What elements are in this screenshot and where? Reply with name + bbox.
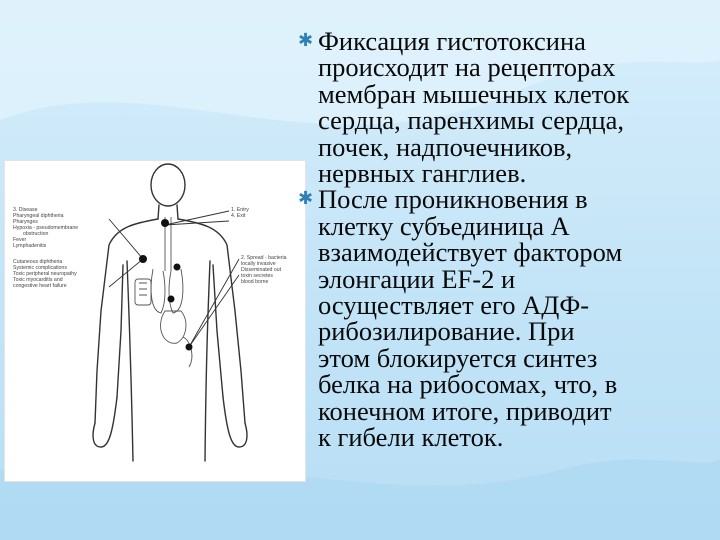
bullet-item (296, 184, 706, 453)
figure-label: obstruction (23, 231, 49, 237)
figure-label: Toxic myocarditis and (13, 277, 63, 283)
figure-label: 2. Spread - bacteria (241, 255, 287, 261)
bullet-line: осуществляет его АДФ- (318, 290, 590, 321)
figure-label: 4. Exit (231, 213, 246, 219)
figure-labels-left (13, 207, 78, 289)
bullet-line: происходит на рецепторах (318, 52, 616, 83)
bullet-item (296, 26, 706, 189)
figure-label: Cutaneous diphtheria (13, 259, 63, 265)
figure-label: Toxic peripheral neuropathy (13, 271, 77, 277)
figure-label: toxin secretes (241, 273, 274, 279)
bullet-line: рибозилирование. При (318, 316, 575, 347)
bullet-line: клетку субъединица А (318, 210, 570, 241)
figure-labels-right-top (231, 207, 249, 219)
figure-label: Systemic complications (13, 265, 67, 271)
asterisk-bullet-icon: ✱ (298, 188, 314, 210)
bullet-line: этом блокируется синтез (318, 342, 598, 373)
figure-label: Pharyngeal diphtheria (13, 213, 64, 219)
figure-label: congestive heart failure (13, 283, 67, 289)
figure-label: Fever (13, 237, 27, 243)
bullet-line: сердца, паренхимы сердца, (318, 105, 624, 136)
slide-text-body (296, 28, 706, 451)
figure-label: Disseminated out (241, 267, 282, 273)
figure-label: 1. Entry (231, 207, 249, 213)
bullet-line: белка на рибосомах, что, в (318, 369, 618, 400)
figure-label: Pharynges (13, 219, 38, 225)
bullet-line: нервных ганглиев. (318, 158, 527, 189)
body-diagram-figure (4, 160, 306, 482)
bullet-line: После проникновения в (318, 184, 588, 215)
figure-label: Lymphadenitis (13, 243, 47, 249)
bullet-line: конечном итоге, приводит (318, 395, 612, 426)
figure-label: Hypoxia - pseudomembrane (13, 225, 79, 231)
figure-label: 3. Disease (13, 207, 38, 213)
bullet-line: к гибели клеток. (318, 422, 504, 453)
figure-label: locally invasive (241, 261, 276, 267)
figure-label: blood borne (241, 279, 269, 285)
figure-labels-right-mid (241, 255, 287, 285)
bullet-line: элонгации EF-2 и (318, 263, 516, 294)
bullet-line: почек, надпочечников, (318, 131, 573, 162)
bullet-line: Фиксация гистотоксина (318, 26, 586, 56)
bullet-line: мембран мышечных клеток (318, 78, 630, 109)
bullet-line: взаимодействует фактором (318, 237, 623, 268)
asterisk-bullet-icon: ✱ (298, 30, 314, 51)
